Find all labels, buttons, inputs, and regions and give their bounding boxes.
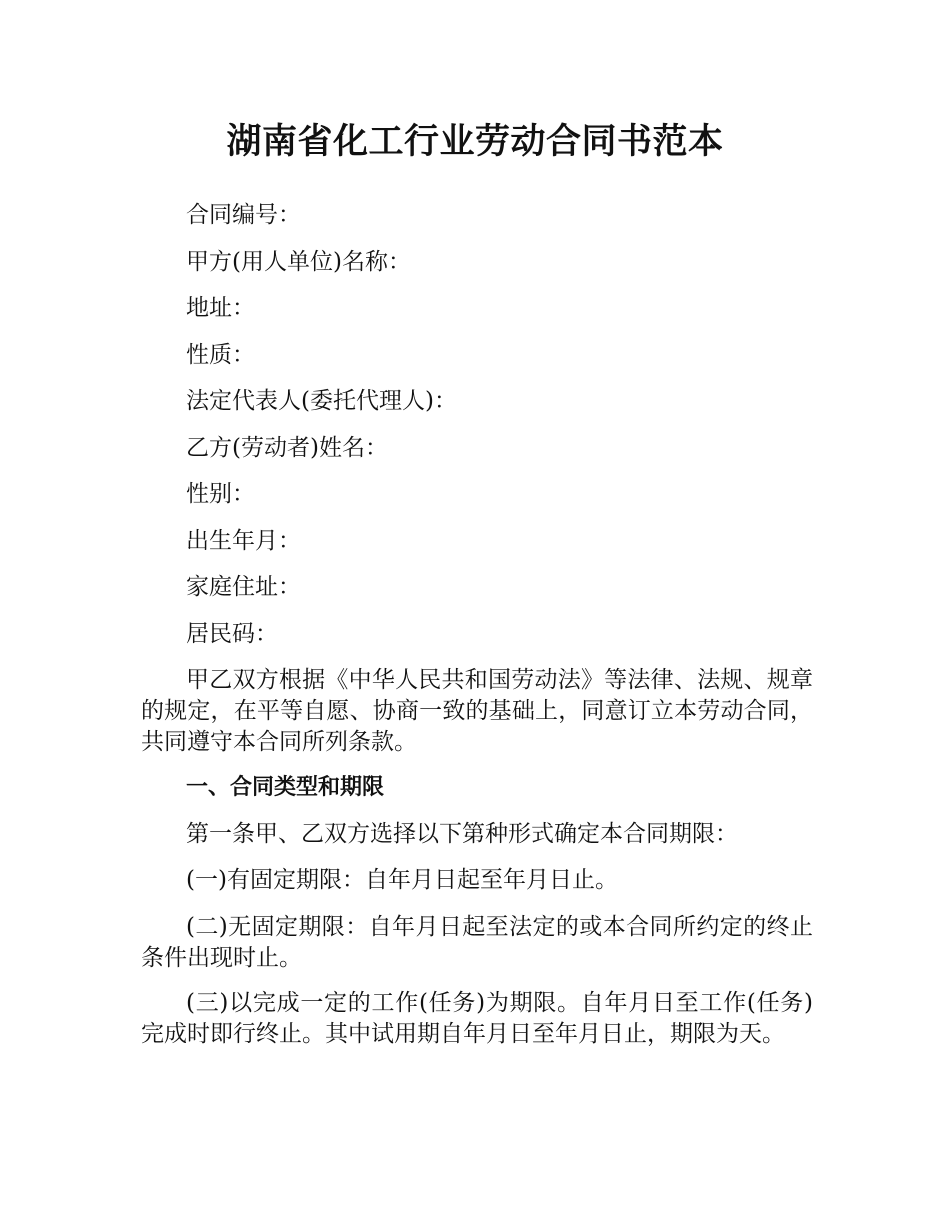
field-resident-code: 居民码： [186,620,278,647]
section-heading: 一、合同类型和期限 [186,775,385,800]
field-employee-name: 乙方(劳动者)姓名： [186,434,388,461]
field-nature: 性质： [186,341,255,368]
field-employer-name: 甲方(用人单位)名称： [186,248,411,275]
field-gender: 性别： [186,481,255,507]
intro-paragraph: 甲乙双方根据《中华人民共和国劳动法》等法律、法规、规章的规定，在平等自愿、协商一致的基础上，同意订立本劳动合同，共同遵守本合同所列条款。 [141,667,813,755]
document-title: 湖南省化工行业劳动合同书范本 [226,122,724,162]
option-fixed-term: (一)有固定期限：自年月日起至年月日止。 [186,867,618,893]
document-body [141,200,813,1064]
article-1: 第一条甲、乙双方选择以下第种形式确定本合同期限： [186,820,738,847]
option-task-term: (三)以完成一定的工作(任务)为期限。自年月日至工作(任务)完成时即行终止。其中试用期自年月日至年月日止，期限为天。 [141,989,813,1047]
field-address: 地址： [186,295,255,321]
field-birth-date: 出生年月： [186,527,301,554]
field-contract-number: 合同编号： [186,202,301,228]
option-open-term: (二)无固定期限：自年月日起至法定的或本合同所约定的终止条件出现时止。 [141,913,813,971]
field-legal-representative: 法定代表人(委托代理人)： [186,388,457,414]
field-home-address: 家庭住址： [186,574,301,600]
